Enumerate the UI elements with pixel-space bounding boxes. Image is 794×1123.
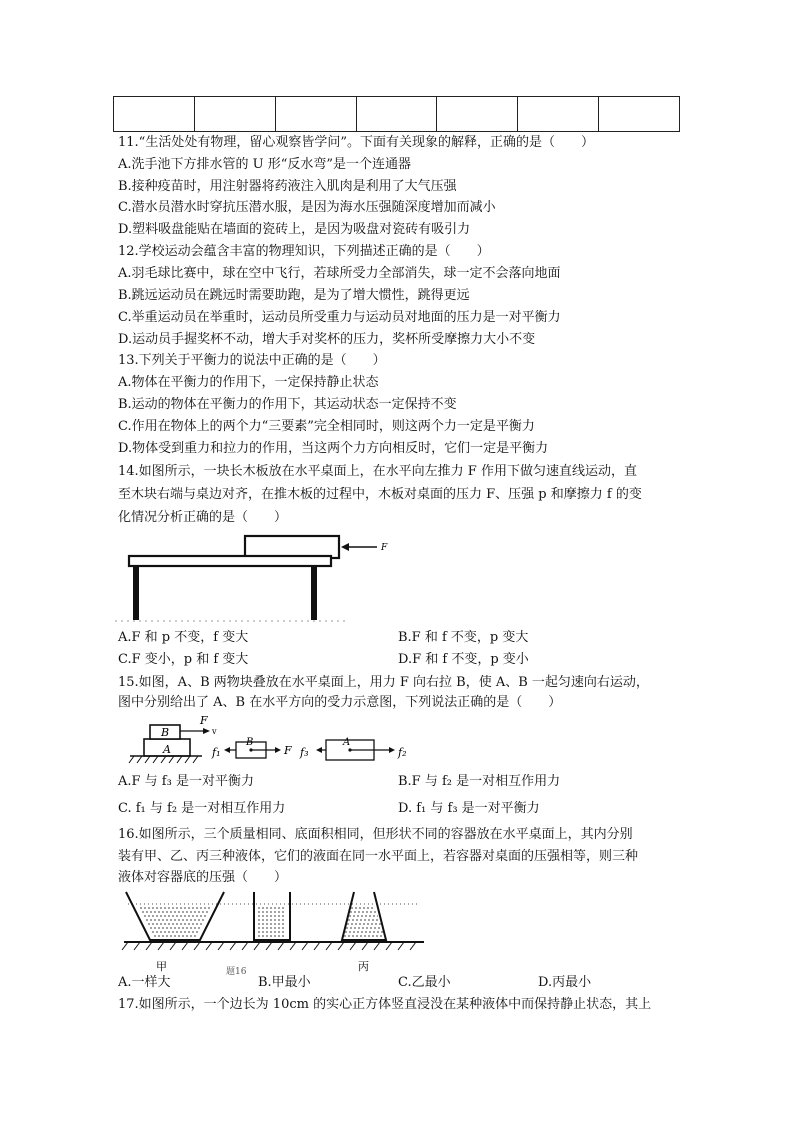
ground-hatch (129, 756, 198, 763)
q14-option-d: D.F 和 f 不变，p 变小 (398, 652, 529, 667)
q15-option-c: C. f₁ 与 f₂ 是一对相互作用力 (118, 801, 286, 816)
q15-figure-force-diagrams (130, 712, 420, 770)
answer-grid-row (114, 97, 680, 132)
q13-stem: 13.下列关于平衡力的说法中正确的是（ ） (118, 353, 386, 368)
q15-stem-line1: 15.如图，A、B 两物块叠放在水平桌面上，用力 F 向右拉 B，使 A、B 一起匀速向右运动， (118, 675, 649, 690)
q11-option-d: D.塑料吸盘能贴在墙面的瓷砖上，是因为吸盘对瓷砖有吸引力 (118, 222, 471, 237)
q16-option-b: B.甲最小 (258, 975, 311, 990)
q14-stem-line3: 化情况分析正确的是（ ） (118, 510, 288, 525)
q17-stem-line1: 17.如图所示，一个边长为 10cm 的实心正方体竖直浸没在某种液体中而保持静止状态，其上 (118, 997, 652, 1012)
q16-figure-containers (118, 890, 428, 976)
tabletop (129, 556, 331, 566)
q13-option-d: D.物体受到重力和拉力的作用，当这两个力方向相反时，它们一定是平衡力 (118, 441, 549, 456)
liquid-bing (344, 908, 384, 936)
table-leg-left (133, 566, 139, 620)
q12-option-d: D.运动员手握奖杯不动，增大手对奖杯的压力，奖杯所受摩擦力大小不变 (118, 332, 536, 347)
answer-grid (113, 96, 680, 132)
force-f3-label: f₃ (300, 746, 309, 759)
block-b-label: B (161, 726, 170, 739)
q15-stem-line2: 图中分别给出了 A、B 在水平方向的受力示意图，下列说法正确的是（ ） (118, 695, 562, 710)
q16-option-c: C.乙最小 (398, 975, 451, 990)
q11-stem: 11.“生活处处有物理，留心观察皆学问”。下面有关现象的解释，正确的是（ ） (118, 135, 594, 150)
q12-stem: 12.学校运动会蕴含丰富的物理知识，下列描述正确的是（ ） (118, 244, 490, 259)
q14-figure-table-board (115, 528, 405, 624)
answer-cell (275, 97, 356, 132)
q14-option-c: C.F 变小，p 和 f 变大 (118, 652, 249, 667)
q12-option-b: B.跳远运动员在跳远时需要助跑，是为了增大惯性，跳得更远 (118, 288, 470, 303)
q13-option-a: A.物体在平衡力的作用下，一定保持静止状态 (118, 375, 379, 390)
q15-option-b: B.F 与 f₂ 是一对相互作用力 (398, 774, 561, 789)
q15-option-d: D. f₁ 与 f₃ 是一对平衡力 (398, 801, 540, 816)
q11-option-a: A.洗手池下方排水管的 U 形“反水弯”是一个连通器 (118, 157, 412, 172)
table-leg-right (311, 566, 317, 620)
q16-option-d: D.丙最小 (538, 975, 592, 990)
q12-option-a: A.羽毛球比赛中，球在空中飞行，若球所受力全部消失，球一定不会落向地面 (118, 266, 561, 281)
force-label-f: F (381, 543, 388, 553)
q11-option-b: B.接种疫苗时，用注射器将药液注入肌肉是利用了大气压强 (118, 179, 457, 194)
liquid-yi (258, 908, 286, 936)
container-label-jia: 甲 (156, 960, 167, 973)
force-f-label: F (284, 744, 292, 757)
q16-option-a: A.一样大 (118, 975, 171, 990)
block-b-free-body-label: B (246, 737, 254, 748)
answer-cell (518, 97, 599, 132)
q16-stem-line3: 液体对容器底的压强（ ） (118, 870, 288, 885)
answer-cell (114, 97, 195, 132)
answer-cell (356, 97, 437, 132)
container-label-bing: 丙 (358, 960, 369, 973)
q14-option-a: A.F 和 p 不变，f 变大 (118, 630, 249, 645)
answer-cell (194, 97, 275, 132)
force-f1-label: f₁ (212, 746, 221, 759)
velocity-label: v (212, 727, 217, 736)
force-f2-label: f₂ (398, 746, 407, 759)
q14-stem-line2: 至木块右端与桌边对齐，在推木板的过程中，木板对桌面的压力 F、压强 p 和摩擦力 f 的变 (118, 487, 642, 502)
q13-option-c: C.作用在物体上的两个力“三要素”完全相同时，则这两个力一定是平衡力 (118, 419, 535, 434)
q11-option-c: C.潜水员潜水时穿抗压潜水服，是因为海水压强随深度增加而减小 (118, 200, 496, 215)
figure-number-label: 题16 (226, 967, 247, 977)
container-bing (342, 892, 386, 940)
q16-stem-line1: 16.如图所示，三个质量相同、底面积相同，但形状不同的容器放在水平桌面上，其内分别 (118, 827, 633, 842)
q12-option-c: C.举重运动员在举重时，运动员所受重力与运动员对地面的压力是一对平衡力 (118, 310, 561, 325)
pull-force-label: F (200, 714, 208, 727)
q14-option-b: B.F 和 f 不变，p 变大 (398, 630, 529, 645)
q14-stem-line1: 14.如图所示，一块长木板放在水平桌面上，在水平向左推力 F 作用下做匀速直线运动，直 (118, 464, 637, 479)
answer-cell (599, 97, 680, 132)
answer-cell (437, 97, 518, 132)
table-hatch (122, 942, 416, 950)
q16-stem-line2: 装有甲、乙、丙三种液体，它们的液面在同一水平面上，若容器对桌面的压强相等，则三种 (118, 849, 639, 864)
block-a-label: A (163, 743, 171, 756)
block-a-free-body-label: A (343, 737, 351, 748)
q13-option-b: B.运动的物体在平衡力的作用下，其运动状态一定保持不变 (118, 397, 457, 412)
q15-option-a: A.F 与 f₃ 是一对平衡力 (118, 774, 254, 789)
board (245, 536, 339, 558)
